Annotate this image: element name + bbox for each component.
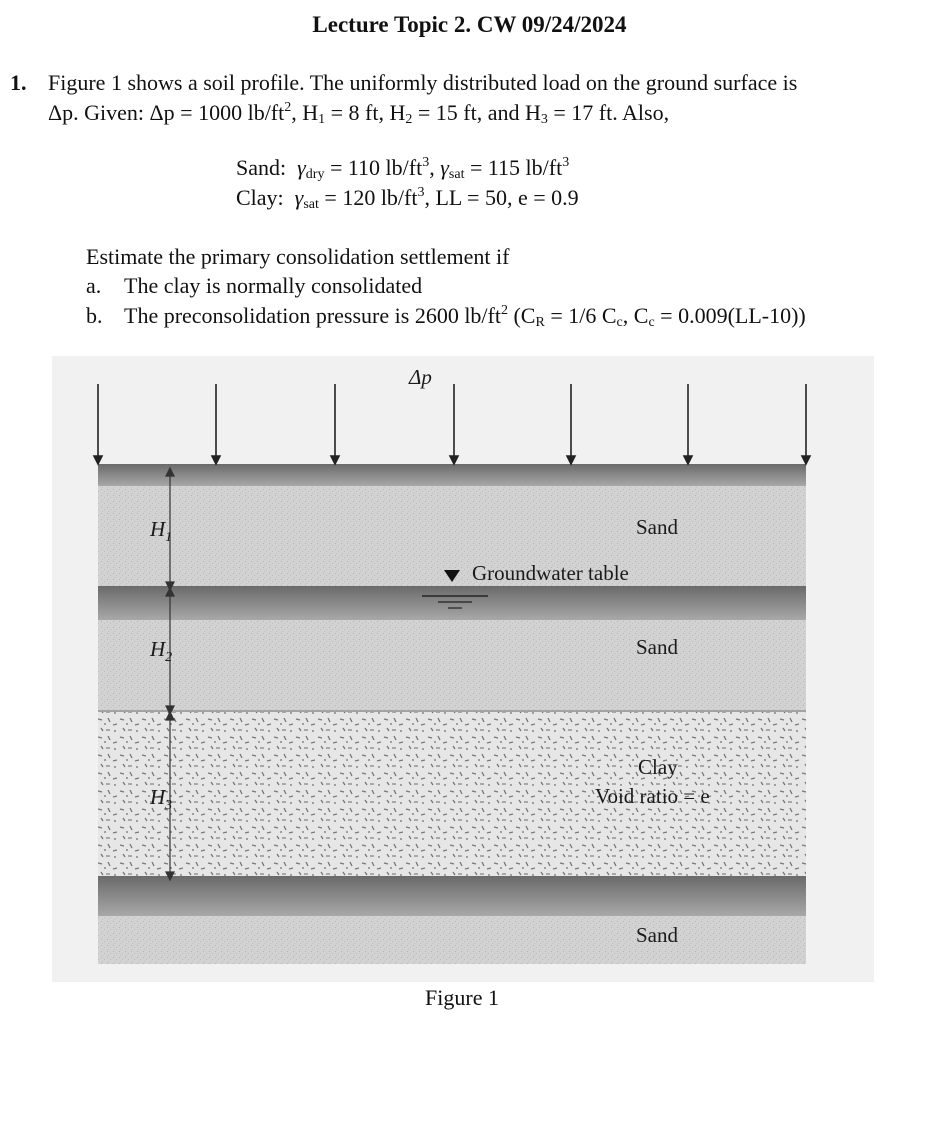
soil-profile-diagram [52,356,874,982]
groundwater-label: Groundwater table [472,561,629,585]
sand-properties [236,155,569,183]
sup-3a: 3 [422,155,430,170]
sand-label: Sand: [236,155,287,180]
option-b [86,303,806,331]
sand-sep: , [429,155,441,180]
given-delta-p: Δp. Given: Δp = 1000 lb/ft [48,100,285,125]
sand-dry-value: = 110 lb/ft [324,155,423,180]
sub-2: 2 [405,112,413,127]
option-b-letter: b. [86,303,103,328]
option-b-mid1: (C [507,303,536,328]
option-b-end: = 0.009(LL-10)) [654,303,806,328]
clay-label: Clay [638,755,678,779]
option-b-text: The preconsolidation pressure is 2600 lb/ft [124,303,501,328]
sand-top-label: Sand [636,515,678,539]
h3-label: $H_3$ [150,785,173,813]
sub-dry: dry [305,167,325,182]
option-a-text: The clay is normally consolidated [124,273,423,298]
sup-2: 2 [284,100,292,115]
given-h2-value: = 15 ft, and H [412,100,541,125]
sand-bottom-label: Sand [636,923,678,947]
sup-3b: 3 [562,155,570,170]
estimate-prompt: Estimate the primary consolidation settlement if [86,244,510,269]
clay-bottom-band [98,876,806,916]
sand-layer-bottom [98,916,806,964]
void-ratio-label: Void ratio = e [595,784,710,808]
figure-caption: Figure 1 [425,985,499,1010]
sand-layer-middle [98,620,806,710]
question-number: 1. [10,70,27,95]
sub-r: R [535,315,545,330]
clay-sat-value: = 120 lb/ft [318,185,418,210]
clay-properties [236,185,579,213]
option-b-mid3: , C [622,303,649,328]
load-arrows [94,384,810,464]
given-h1-prefix: , H [291,100,319,125]
question-line-2 [48,100,669,128]
given-h3-value: = 17 ft. Also, [547,100,670,125]
sub-3: 3 [540,112,548,127]
sand-sat-value: = 115 lb/ft [464,155,563,180]
option-a [86,273,422,299]
given-h1-value: = 8 ft, H [325,100,406,125]
gamma-symbol-2: γ [440,155,449,180]
soil-profile-figure [52,356,874,982]
sub-c1: c [616,315,623,330]
clay-label: Clay: [236,185,284,210]
h2-label: $H_2$ [150,637,173,665]
clay-rest: , LL = 50, e = 0.9 [424,185,579,210]
ground-surface-band [98,464,806,486]
sub-sat: sat [448,167,465,182]
gamma-symbol-3: γ [294,185,304,210]
sub-c2: c [648,315,655,330]
sup-3c: 3 [417,185,425,200]
option-b-mid2: = 1/6 C [544,303,617,328]
sup-2b: 2 [500,303,508,318]
delta-p-label: Δp [409,365,432,389]
groundwater-band [98,586,806,620]
sub-sat-clay: sat [303,197,319,212]
option-a-letter: a. [86,273,102,298]
sub-1: 1 [318,112,326,127]
question-line-1: Figure 1 shows a soil profile. The uniformly distributed load on the ground surface is [48,70,798,95]
gamma-symbol: γ [297,155,306,180]
page-title: Lecture Topic 2. CW 09/24/2024 [312,12,627,37]
h1-label: $H_1$ [150,517,173,545]
sand-middle-label: Sand [636,635,678,659]
